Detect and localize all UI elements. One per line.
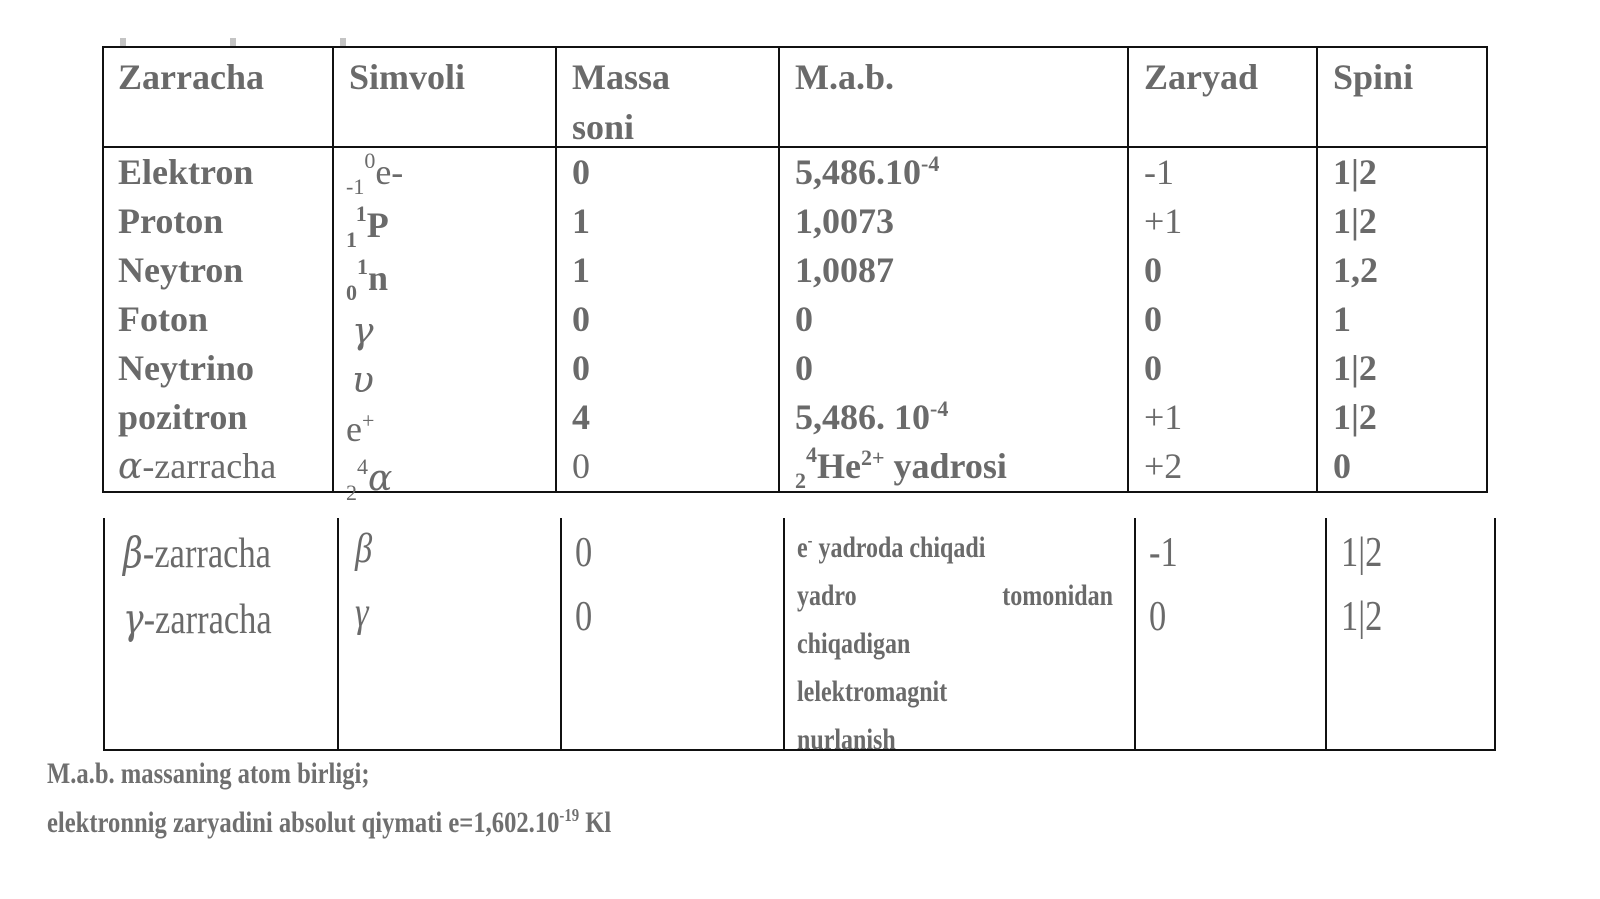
spin-proton: 1|2 (1333, 201, 1377, 241)
cropped-text-fragment (120, 38, 450, 46)
desc-line-5: nurlanish (797, 723, 896, 756)
spin-pozitron: 1|2 (1333, 397, 1377, 437)
column-divider (103, 518, 105, 751)
desc-line-1: e- yadroda chiqadi (797, 530, 986, 564)
mab-proton: 1,0073 (795, 201, 894, 241)
charge-neytron: 0 (1144, 250, 1162, 290)
particles-table (102, 46, 1488, 505)
charge-alpha: +2 (1144, 446, 1183, 486)
header-zaryad: Zaryad (1144, 57, 1259, 97)
symbol-neytrino: υ (352, 360, 374, 401)
symbol-foton: γ (352, 311, 374, 352)
mass-pozitron: 4 (572, 397, 590, 437)
gamma-symbol: γ (355, 590, 369, 636)
spin-neytron: 1,2 (1333, 250, 1378, 290)
gamma-name: γ-zarracha (123, 594, 272, 643)
spins (1333, 148, 1378, 491)
name-neytrino: Neytrino (118, 348, 254, 388)
charge-pozitron: +1 (1144, 397, 1183, 437)
beta-spin: 1|2 (1341, 530, 1383, 576)
mass-alpha: 0 (572, 446, 590, 486)
name-elektron: Elektron (118, 152, 254, 192)
mab-elektron: $5,486.10^{-4}$ (795, 151, 940, 192)
particle-names (118, 148, 276, 491)
spin-elektron: 1|2 (1333, 152, 1377, 192)
gamma-mass: 0 (575, 594, 593, 640)
name-proton: Proton (118, 201, 224, 241)
particles-table-continued (103, 518, 1496, 756)
charges (1144, 148, 1182, 491)
footnote-charge: elektronnig zaryadini absolut qiymati $e=1,602.10^{-19}$ Kl (47, 805, 612, 839)
name-alpha: α-zarracha (118, 446, 277, 487)
mass-neytrino: 0 (572, 348, 590, 388)
beta-symbol: β (355, 526, 373, 572)
column-divider (1134, 518, 1136, 751)
gamma-spin: 1|2 (1341, 594, 1383, 640)
column-divider (555, 48, 557, 491)
column-divider (1316, 48, 1318, 491)
name-pozitron: pozitron (118, 397, 248, 437)
name-neytron: Neytron (118, 250, 244, 290)
gamma-charge: 0 (1149, 594, 1167, 640)
header-zarracha: Zarracha (118, 57, 264, 97)
symbol-elektron: $_{-1}^0$e- (346, 148, 404, 199)
mab-neytron: 1,0087 (795, 250, 894, 290)
charge-neytrino: 0 (1144, 348, 1162, 388)
charge-elektron: -1 (1144, 152, 1174, 192)
symbol-pozitron: e+ (346, 408, 375, 449)
mab-neytrino: 0 (795, 348, 813, 388)
desc-line-2: yadro tomonidan (797, 579, 1113, 612)
column-divider (778, 48, 780, 491)
mass-neytron: 1 (572, 250, 590, 290)
mab-pozitron: 5,486. $10^{-4}$ (795, 396, 949, 437)
desc-line-3: chiqadigan (797, 627, 911, 660)
mab-description (797, 516, 1117, 764)
header-simvoli: Simvoli (349, 57, 466, 97)
column-divider (783, 518, 785, 751)
beta-name: β-zarracha (123, 528, 271, 577)
mass-proton: 1 (572, 201, 590, 241)
mab-foton: 0 (795, 299, 813, 339)
column-divider (1127, 48, 1129, 491)
name-foton: Foton (118, 299, 208, 339)
column-divider (332, 48, 334, 491)
mass-numbers (572, 148, 590, 491)
mass-elektron: 0 (572, 152, 590, 192)
column-divider (560, 518, 562, 751)
desc-line-4: lelektromagnit (797, 675, 948, 708)
symbol-neytron: $_0^1$n (346, 254, 389, 305)
beta-charge: -1 (1149, 530, 1178, 576)
spin-alpha: 0 (1333, 446, 1351, 486)
column-divider (337, 518, 339, 751)
charge-proton: +1 (1144, 201, 1183, 241)
footnote-mab: M.a.b. massaning atom birligi; (47, 757, 370, 790)
column-divider (1494, 518, 1496, 751)
symbol-alpha: $_2^4$α (346, 454, 393, 505)
spin-neytrino: 1|2 (1333, 348, 1377, 388)
particle-symbols (346, 148, 403, 507)
header-mab: M.a.b. (795, 57, 894, 97)
spin-foton: 1 (1333, 299, 1351, 339)
mab-values (795, 148, 1007, 495)
header-spini: Spini (1333, 57, 1414, 97)
mab-alpha: $_2^4He^{2+}$ yadrosi (795, 442, 1007, 493)
charge-foton: 0 (1144, 299, 1162, 339)
header-massa-soni: Massa soni (572, 57, 670, 147)
column-divider (1325, 518, 1327, 751)
mass-foton: 0 (572, 299, 590, 339)
symbol-proton: $_1^1$P (346, 201, 389, 252)
beta-mass: 0 (575, 530, 593, 576)
